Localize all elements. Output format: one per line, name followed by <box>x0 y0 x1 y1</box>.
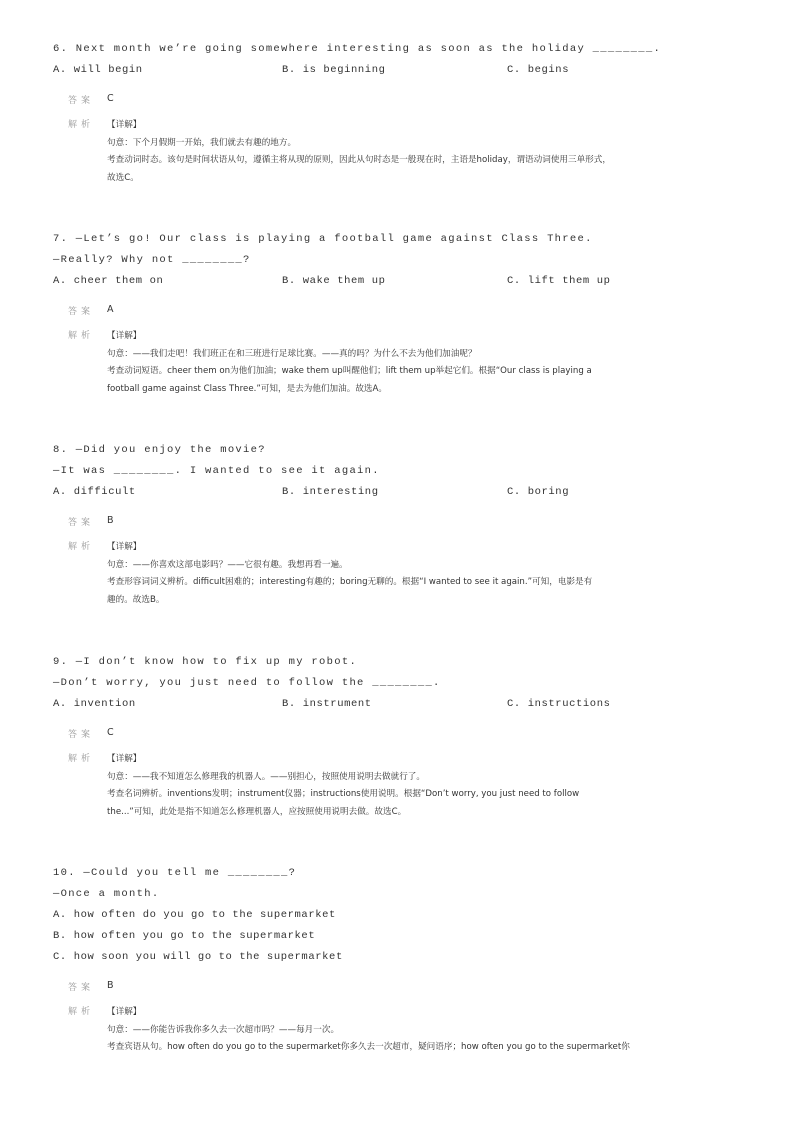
option-b: B. instrument <box>282 698 372 710</box>
explanation-body <box>107 539 753 609</box>
answer-value: B <box>107 515 114 526</box>
option-a: A. will begin <box>53 64 143 76</box>
explanation-line: football game against Class Three.”可知，是去为他们加油。故选A。 <box>107 383 387 394</box>
explanation-body <box>107 117 753 187</box>
explanation-row <box>53 1004 753 1057</box>
explanation-label: 解析 <box>68 754 95 764</box>
answer-label: 答案 <box>68 518 95 528</box>
explanation-line: 句意：——你喜欢这部电影吗？——它很有趣。我想再看一遍。 <box>107 559 348 570</box>
explanation-line: 考查形容词词义辨析。difficult困难的；interesting有趣的；boring无聊的。根据“I wanted to see it again.”可知，电影是有 <box>107 577 593 587</box>
explanation-line: 趣的。故选B。 <box>107 594 165 605</box>
question-10 <box>53 863 753 1057</box>
explanation-line: 句意：——我们走吧！我们班正在和三班进行足球比赛。——真的吗？为什么不去为他们加油呢？ <box>107 348 477 359</box>
option-c: C. how soon you will go to the supermarket <box>53 951 343 963</box>
explanation-line: 【详解】 <box>107 542 142 552</box>
options-row <box>53 482 753 503</box>
question-9 <box>53 652 753 821</box>
question-stem: 8. —Did you enjoy the movie? <box>53 444 266 456</box>
answer-row <box>53 93 753 113</box>
option-a: A. invention <box>53 698 136 710</box>
answer-value: A <box>107 304 114 315</box>
answer-value: C <box>107 727 114 738</box>
options-row <box>53 271 753 292</box>
answer-value: B <box>107 980 114 991</box>
explanation-line: 【详解】 <box>107 331 142 341</box>
explanation-line: 句意：下个月假期一开始，我们就去有趣的地方。 <box>107 137 297 148</box>
explanation-row <box>53 117 753 187</box>
answer-row <box>53 304 753 324</box>
option-b: B. is beginning <box>282 64 386 76</box>
explanation-body <box>107 328 753 398</box>
option-b: B. how often you go to the supermarket <box>53 930 316 942</box>
answer-row <box>53 727 753 747</box>
explanation-line: 考查动词短语。cheer them on为他们加油；wake them up叫醒他们；lift them up举起它们。根据“Our class is playing a <box>107 366 592 376</box>
option-c: C. boring <box>507 486 570 498</box>
question-6 <box>53 39 753 187</box>
answer-row <box>53 515 753 535</box>
answer-label: 答案 <box>68 730 95 740</box>
explanation-label: 解析 <box>68 542 95 552</box>
option-c: C. lift them up <box>507 275 611 287</box>
question-8 <box>53 440 753 609</box>
explanation-row <box>53 751 753 821</box>
explanation-line: 【详解】 <box>107 120 142 130</box>
question-stem-reply: —Once a month. <box>53 888 160 900</box>
explanation-line: 考查宾语从句。how often do you go to the supermarket你多久去一次超市，疑问语序；how often you go to the supermarket你 <box>107 1042 630 1052</box>
explanation-label: 解析 <box>68 120 95 130</box>
answer-label: 答案 <box>68 983 95 993</box>
option-c: C. begins <box>507 64 570 76</box>
explanation-label: 解析 <box>68 331 95 341</box>
explanation-line: the...”可知，此处是指不知道怎么修理机器人，应按照使用说明去做。故选C。 <box>107 806 407 817</box>
question-stem: 10. —Could you tell me ________? <box>53 867 297 879</box>
explanation-line: 故选C。 <box>107 172 139 183</box>
explanation-label: 解析 <box>68 1007 95 1017</box>
explanation-line: 考查名词辨析。inventions发明；instrument仪器；instructions使用说明。根据“Don’t worry, you just need to follow <box>107 789 580 799</box>
options-row <box>53 60 753 81</box>
answer-value: C <box>107 93 114 104</box>
explanation-line: 【详解】 <box>107 754 142 764</box>
question-stem: 9. —I don’t know how to fix up my robot. <box>53 656 358 668</box>
explanation-line: 句意：——我不知道怎么修理我的机器人。——别担心，按照使用说明去做就行了。 <box>107 771 425 782</box>
answer-label: 答案 <box>68 96 95 106</box>
question-stem: 7. —Let’s go! Our class is playing a football game against Class Three. <box>53 233 593 245</box>
explanation-line: 句意：——你能告诉我你多久去一次超市吗？——每月一次。 <box>107 1024 340 1035</box>
option-a: A. cheer them on <box>53 275 164 287</box>
option-c: C. instructions <box>507 698 611 710</box>
explanation-row <box>53 328 753 398</box>
answer-row <box>53 980 753 1000</box>
question-stem-reply: —Don’t worry, you just need to follow the ________. <box>53 677 441 689</box>
explanation-row <box>53 539 753 609</box>
answer-label: 答案 <box>68 307 95 317</box>
explanation-body <box>107 751 753 821</box>
option-b: B. wake them up <box>282 275 386 287</box>
option-a: A. how often do you go to the supermarket <box>53 909 336 921</box>
question-stem: 6. Next month we’re going somewhere interesting as soon as the holiday ________. <box>53 43 662 55</box>
question-stem-reply: —Really? Why not ________? <box>53 254 251 266</box>
options-row <box>53 694 753 715</box>
option-a: A. difficult <box>53 486 136 498</box>
explanation-line: 【详解】 <box>107 1007 142 1017</box>
question-7 <box>53 229 753 398</box>
question-stem-reply: —It was ________. I wanted to see it again. <box>53 465 380 477</box>
explanation-line: 考查动词时态。该句是时间状语从句，遵循主将从现的原则，因此从句时态是一般现在时，主语是holiday，谓语动词使用三单形式， <box>107 155 611 165</box>
option-b: B. interesting <box>282 486 379 498</box>
explanation-body <box>107 1004 753 1057</box>
